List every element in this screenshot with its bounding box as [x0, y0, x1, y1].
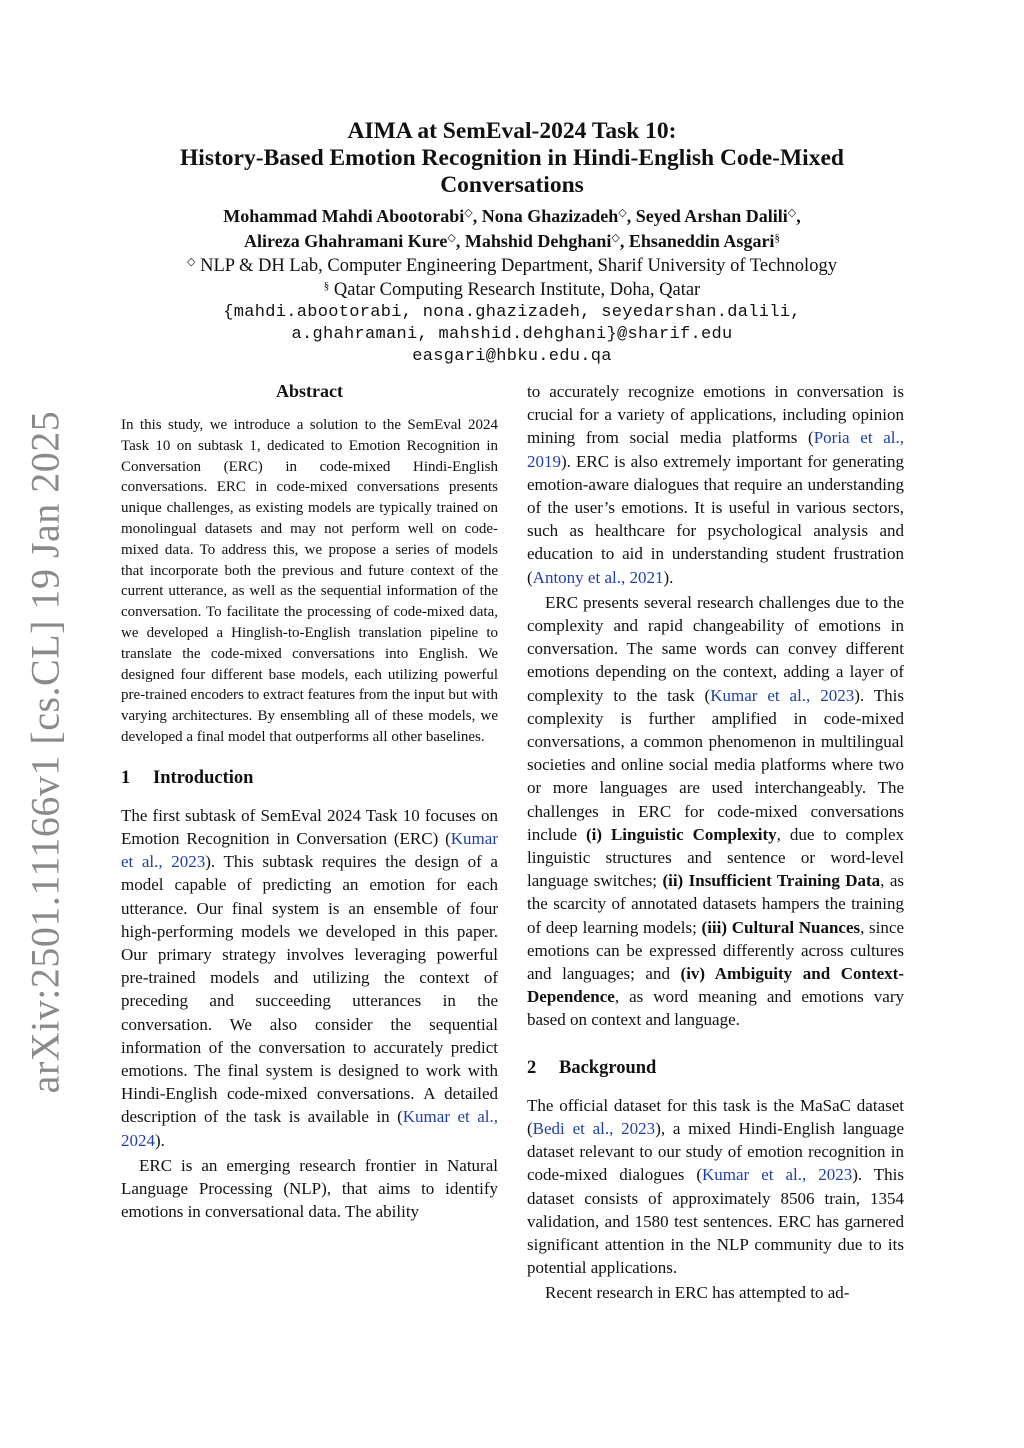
citation-link[interactable]: Antony et al., 2021	[532, 567, 664, 587]
author-name: Alireza Ghahramani Kure	[244, 231, 448, 251]
section-title: Background	[559, 1057, 657, 1078]
affiliation-mark: §	[323, 280, 330, 292]
author-name: Ehsaneddin Asgari	[628, 231, 775, 251]
challenge-term: (ii) Insufficient Training Data	[662, 871, 881, 891]
affiliation-mark: ◇	[787, 207, 797, 219]
affiliation-mark: ◇	[187, 256, 196, 268]
email-line: {mahdi.abootorabi, nona.ghazizadeh, seyedarshan.dalili,	[223, 303, 801, 322]
email-line: easgari@hbku.edu.qa	[412, 347, 612, 366]
affiliation-mark: ◇	[447, 232, 456, 244]
author-name: Seyed Arshan Dalili	[635, 206, 788, 226]
intro-paragraph-1: The first subtask of SemEval 2024 Task 10 focuses on Emotion Recognition in Conversation (ERC) (Kumar et al., 2023). This subtask requires the design of a model capable of predicting an emotion for each utterance. Our final system is an ensemble of four high-performing models we developed in this paper. Our primary strategy involves leveraging powerful pre-trained models and utilizing the context of preceding and succeeding utterances in the conversation. We also consider the sequential information of the conversation to accurately predict emotions. The final system is designed to work with Hindi-English code-mixed conversations. A detailed description of the task is available in (Kumar et al., 2024).	[121, 805, 498, 1150]
intro-paragraph-2-continued: to accurately recognize emotions in conversation is crucial for a variety of applications, including opinion mining from social media platforms (Poria et al., 2019). ERC is also extremely important for generating emotion-aware dialogues that require an understanding of the user’s emotions. It is useful in various sectors, such as healthcare for psychological analysis and education to aid in understanding student frustration (Antony et al., 2021).	[527, 382, 905, 587]
intro-paragraph-2: ERC is an emerging research frontier in Natural Language Processing (NLP), that aims to identify emotions in conversational data. The ability	[121, 1155, 498, 1222]
affiliation-mark: ◇	[611, 232, 620, 244]
challenge-term: (iv) Ambiguity and Context-Dependence	[527, 964, 904, 1007]
section-title: Introduction	[153, 767, 254, 788]
arxiv-identifier: arXiv:2501.11166v1 [cs.CL] 19 Jan 2025	[22, 410, 68, 1094]
email-line: a.ghahramani, mahshid.dehghani}@sharif.edu	[291, 325, 733, 344]
intro-paragraph-3: ERC presents several research challenges due to the complexity and rapid changeability of emotions in conversation. The same words can convey different emotions depending on the context, adding a layer of complexity to the task (Kumar et al., 2023). This complexity is further amplified in code-mixed conversations, a common phenomenon in multilingual societies and online social media platforms where two or more languages are used interchangeably. The challenges in ERC for code-mixed conversations include (i) Linguistic Complexity, due to complex linguistic structures and sentence or word-level language switches; (ii) Insufficient Training Data, as the scarcity of annotated datasets hampers the training of deep learning models; (iii) Cultural Nuances, since emotions can be expressed differently across cultures and languages; and (iv) Ambiguity and Context-Dependence, as word meaning and emotions vary based on context and language.	[527, 592, 904, 1030]
affiliation-mark: ◇	[618, 207, 627, 219]
email-list	[120, 302, 904, 368]
citation-link[interactable]: Kumar et al., 2023	[710, 685, 855, 705]
paper-title-line-2: History-Based Emotion Recognition in Hindi-English Code-Mixed	[180, 145, 844, 171]
section-number: 2	[527, 1057, 537, 1078]
citation-link[interactable]: Poria et al., 2019	[527, 428, 905, 471]
affiliation-mark: §	[774, 232, 780, 244]
paper-title-line-3: Conversations	[440, 172, 584, 198]
section-heading-background	[527, 1056, 904, 1080]
affiliation-qcri: § Qatar Computing Research Institute, Doha, Qatar	[323, 280, 701, 300]
affiliation-sharif: ◇ NLP & DH Lab, Computer Engineering Department, Sharif University of Technology	[187, 256, 837, 276]
citation-link[interactable]: Kumar et al., 2023	[121, 828, 498, 872]
challenge-term: (i) Linguistic Complexity	[585, 824, 777, 844]
citation-link[interactable]: Kumar et al., 2023	[702, 1165, 853, 1185]
left-column	[121, 380, 498, 1223]
author-list: Mohammad Mahdi Abootorabi◇, Nona Ghazizadeh◇, Seyed Arshan Dalili◇, Alireza Ghahramani Kure◇, Mahshid Dehghani◇, Ehsaneddin Asgari§	[223, 206, 801, 251]
background-paragraph-1: The official dataset for this task is the MaSaC dataset (Bedi et al., 2023), a mixed Hindi-English language dataset relevant to our study of emotion recognition in code-mixed dialogues (Kumar et al., 2023). This dataset consists of approximately 8506 train, 1354 validation, and 1580 test sentences. ERC has garnered significant attention in the NLP community due to its potential applications.	[527, 1095, 905, 1278]
section-heading-introduction	[121, 766, 498, 790]
challenge-term: (iii) Cultural Nuances	[701, 917, 861, 937]
citation-link[interactable]: Kumar et al., 2024	[121, 1107, 498, 1150]
author-name: Mahshid Dehghani	[464, 231, 612, 251]
paper-header	[120, 118, 904, 368]
author-name: Nona Ghazizadeh	[481, 206, 619, 226]
abstract-text: In this study, we introduce a solution to the SemEval 2024 Task 10 on subtask 1, dedicated to Emotion Recognition in Conversation (ERC) in code-mixed Hindi-English conversations. ERC in code-mixed conversations presents unique challenges, as existing models are typically trained on monolingual datasets and may not perform well on code-mixed data. To address this, we propose a series of models that incorporate both the previous and future context of the current utterance, as well as the sequential information of the conversation. To facilitate the processing of code-mixed data, we developed a Hinglish-to-English translation pipeline to translate the code-mixed conversations into English. We designed four different base models, each utilizing powerful pre-trained encoders to extract features from the input but with varying architectures. By ensembling all of these models, we developed a final model that outperforms all other baselines.	[121, 417, 498, 745]
affiliation-mark: ◇	[464, 207, 473, 219]
background-paragraph-2: Recent research in ERC has attempted to ad-	[545, 1283, 850, 1303]
citation-link[interactable]: Bedi et al., 2023	[532, 1118, 656, 1138]
abstract-heading: Abstract	[276, 381, 343, 401]
section-number: 1	[121, 767, 131, 788]
author-name: Mohammad Mahdi Abootorabi	[223, 206, 465, 226]
paper-title-line-1: AIMA at SemEval-2024 Task 10:	[347, 118, 677, 144]
right-column	[527, 380, 904, 1305]
